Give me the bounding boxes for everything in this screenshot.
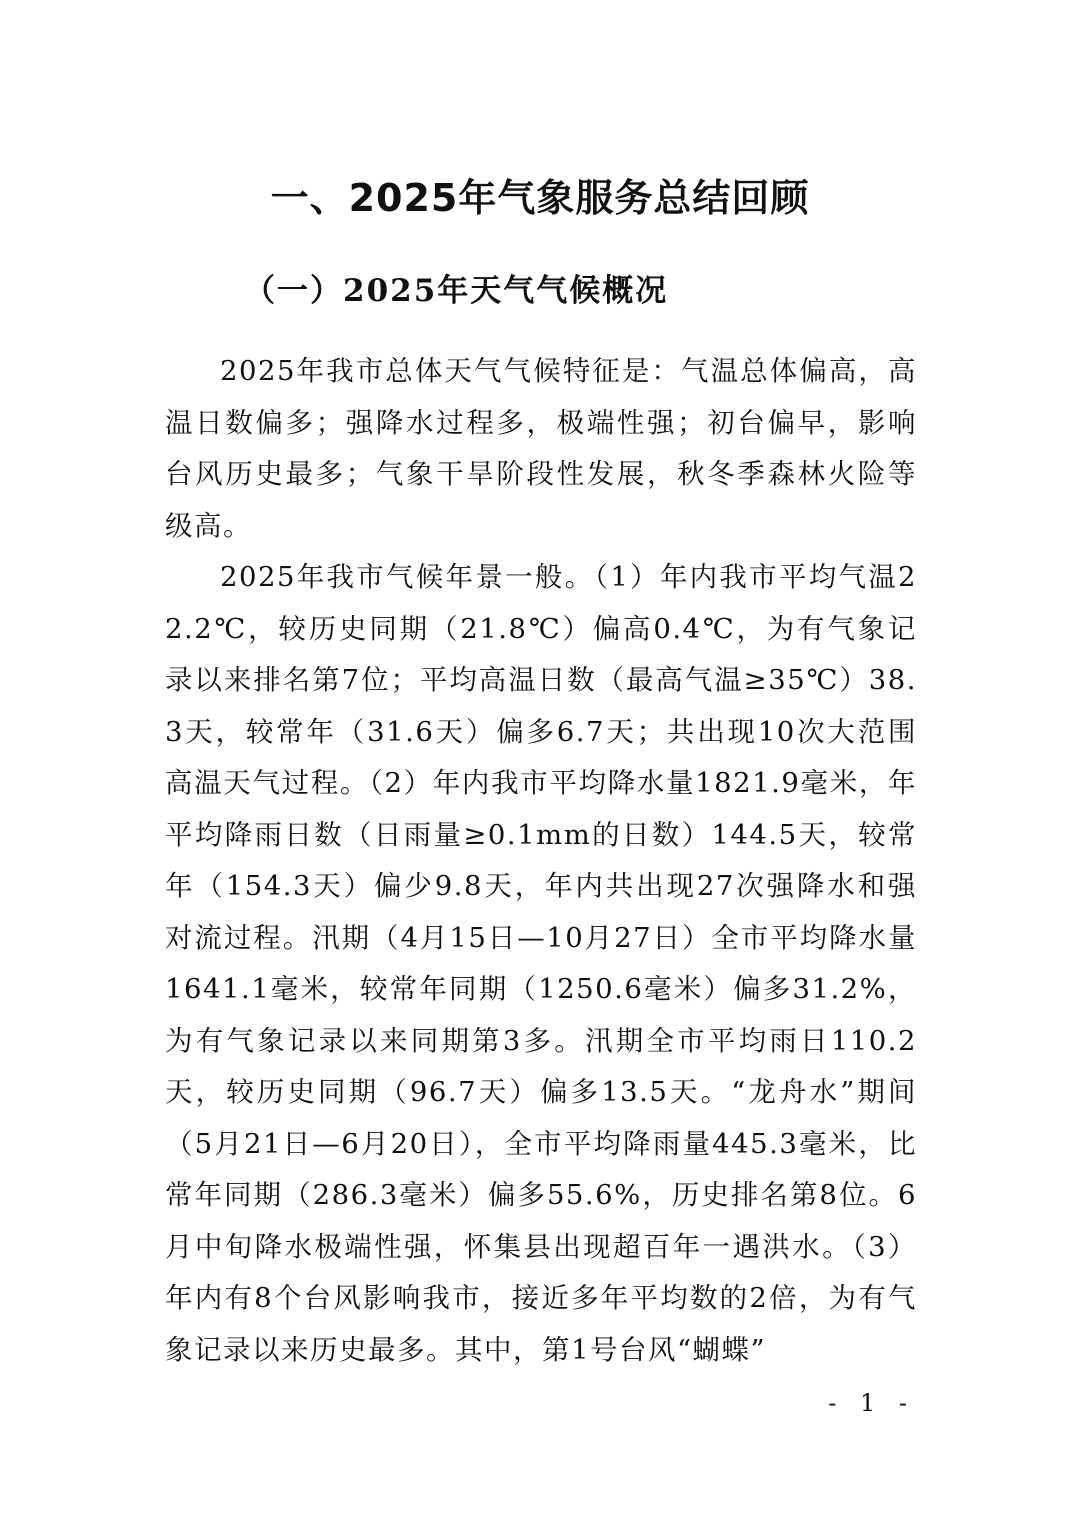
paragraph-summary: 2025年我市总体天气气候特征是：气温总体偏高，高温日数偏多；强降水过程多，极端性强；初台偏早，影响台风历史最多；气象干旱阶段性发展，秋冬季森林火险等级高。 <box>165 355 917 542</box>
section-subtitle: （一）2025年天气气候概况 <box>244 273 669 309</box>
paragraph-climate-details: 2025年我市气候年景一般。（1）年内我市平均气温22.2℃，较历史同期（21.8℃）偏高0.4℃，为有气象记录以来排名第7位；平均高温日数（最高气温≥35℃）38.3天，较常年（31.6天）偏多6.7天；共出现10次大范围高温天气过程。（2）年内我市平均降水量1821.9毫米，年平均降雨日数（日雨量≥0.1mm的日数）144.5天，较常年（154.3天）偏少9.8天，年内共出现27次强降水和强对流过程。汛期（4月15日—10月27日）全市平均降水量1641.1毫米，较常年同期（1250.6毫米）偏多31.2%，为有气象记录以来同期第3多。汛期全市平均雨日110.2天，较历史同期（96.7天）偏多13.5天。“龙舟水”期间（5月21日—6月20日），全市平均降雨量445.3毫米，比常年同期（286.3毫米）偏多55.6%，历史排名第8位。6月中旬降水极端性强，怀集县出现超百年一遇洪水。（3）年内有8个台风影响我市，接近多年平均数的2倍，为有气象记录以来历史最多。其中，第1号台风“蝴蝶” <box>165 561 917 1366</box>
document-title: 一、2025年气象服务总结回顾 <box>270 176 810 220</box>
page-number: - 1 - <box>828 1389 915 1417</box>
body-text <box>165 346 917 1376</box>
